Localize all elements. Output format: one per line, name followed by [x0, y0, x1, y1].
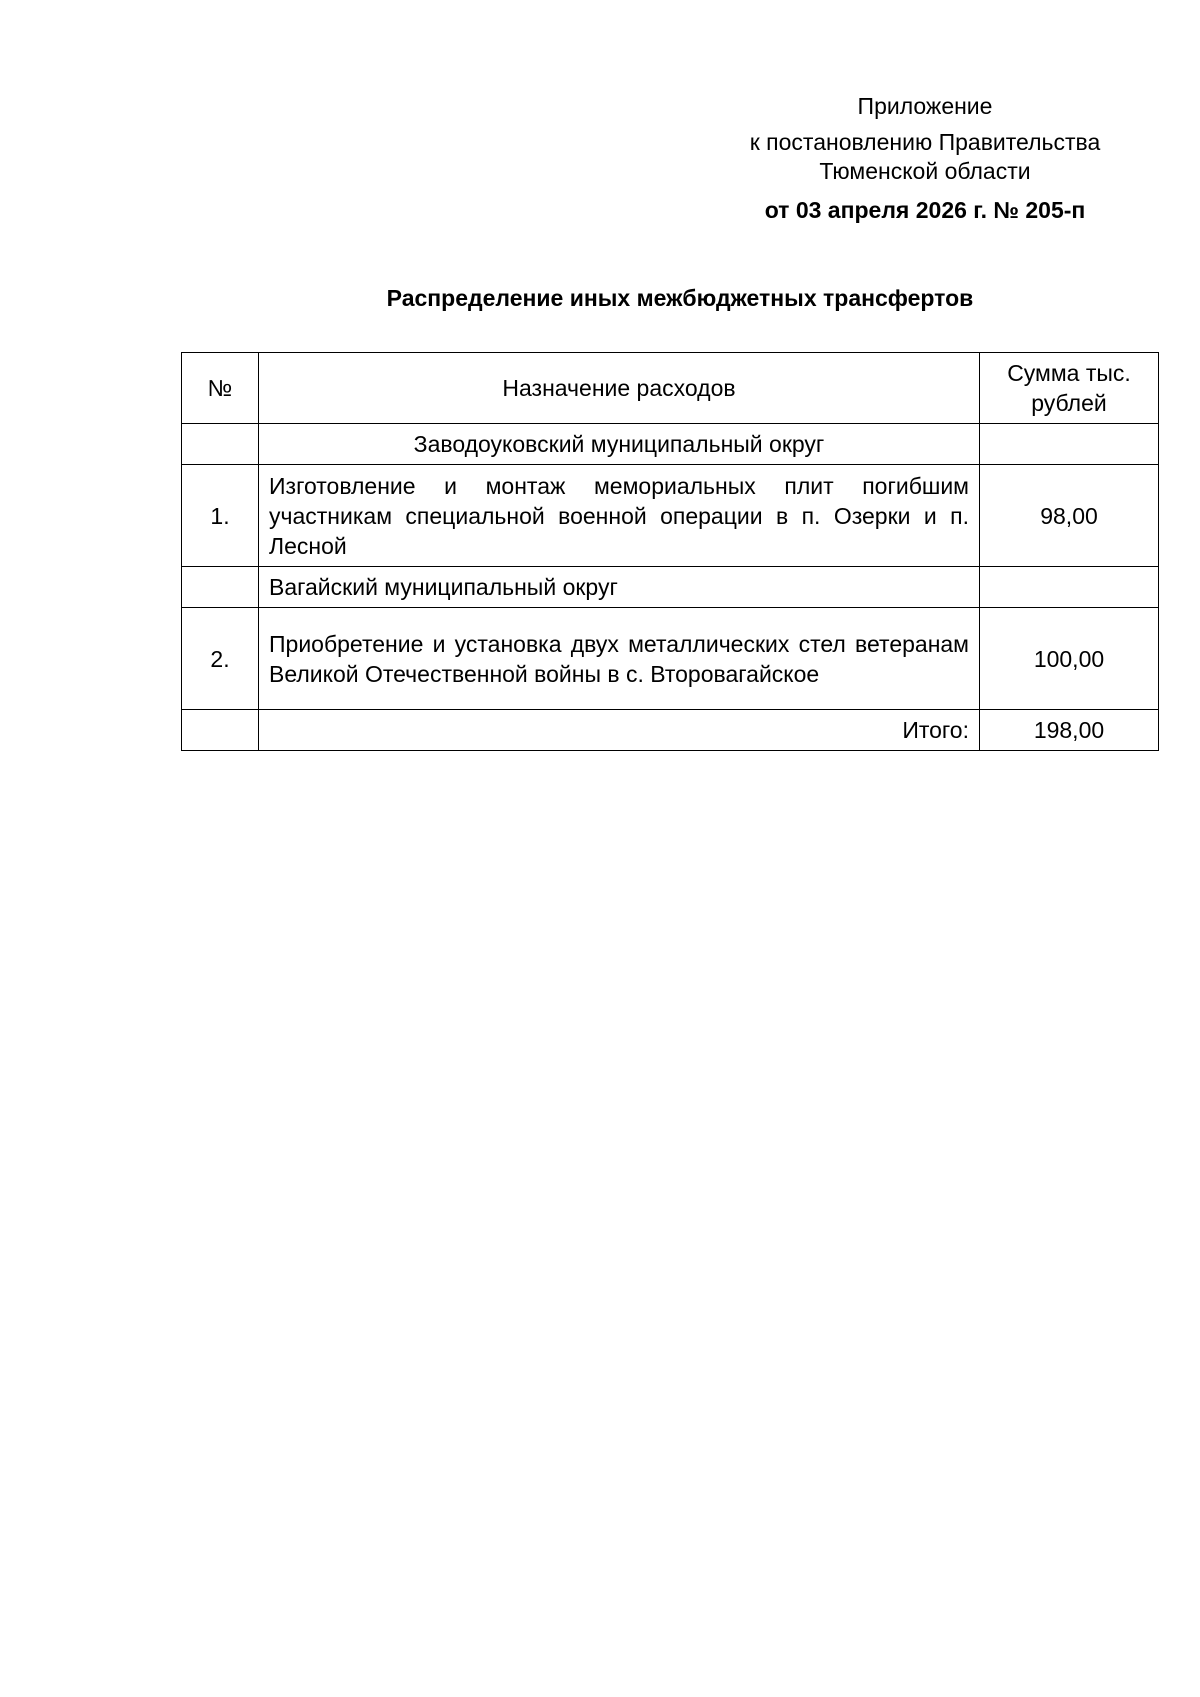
document-title: Распределение иных межбюджетных трансфертов: [386, 285, 974, 311]
column-header-purpose: Назначение расходов: [259, 353, 980, 424]
total-row: [182, 710, 1159, 751]
transfers-table: [181, 352, 1159, 751]
group-number-cell: [182, 424, 259, 465]
group-sum-cell: [980, 567, 1159, 608]
total-number-cell: [182, 710, 259, 751]
group-number-cell: [182, 567, 259, 608]
item-sum: 98,00: [980, 465, 1159, 567]
group-name: Заводоуковский муниципальный округ: [259, 424, 980, 465]
total-sum: 198,00: [980, 710, 1159, 751]
group-sum-cell: [980, 424, 1159, 465]
item-number: 2.: [182, 608, 259, 710]
total-label: Итого:: [259, 710, 980, 751]
item-sum: 100,00: [980, 608, 1159, 710]
group-row-zavodoukovsky: [182, 424, 1159, 465]
group-name: Вагайский муниципальный округ: [259, 567, 980, 608]
resolution-date-number: от 03 апреля 2026 г. № 205-п: [764, 197, 1086, 223]
appendix-reference-line-1: к постановлению Правительства: [749, 129, 1101, 155]
item-purpose: Изготовление и монтаж мемориальных плит погибшим участникам специальной военной операции в п. Озерки и п. Лесной: [259, 465, 980, 567]
column-header-sum: Сумма тыс. рублей: [980, 353, 1159, 424]
item-number: 1.: [182, 465, 259, 567]
table-row: [182, 465, 1159, 567]
item-purpose: Приобретение и установка двух металлических стел ветеранам Великой Отечественной войны в с. Второвагайское: [259, 608, 980, 710]
group-row-vagaysky: [182, 567, 1159, 608]
appendix-header: [700, 92, 1150, 225]
table-header-row: [182, 353, 1159, 424]
appendix-reference-line-2: Тюменской области: [819, 158, 1031, 184]
table-row: [182, 608, 1159, 710]
appendix-label: Приложение: [857, 93, 993, 119]
column-header-number: №: [182, 353, 259, 424]
